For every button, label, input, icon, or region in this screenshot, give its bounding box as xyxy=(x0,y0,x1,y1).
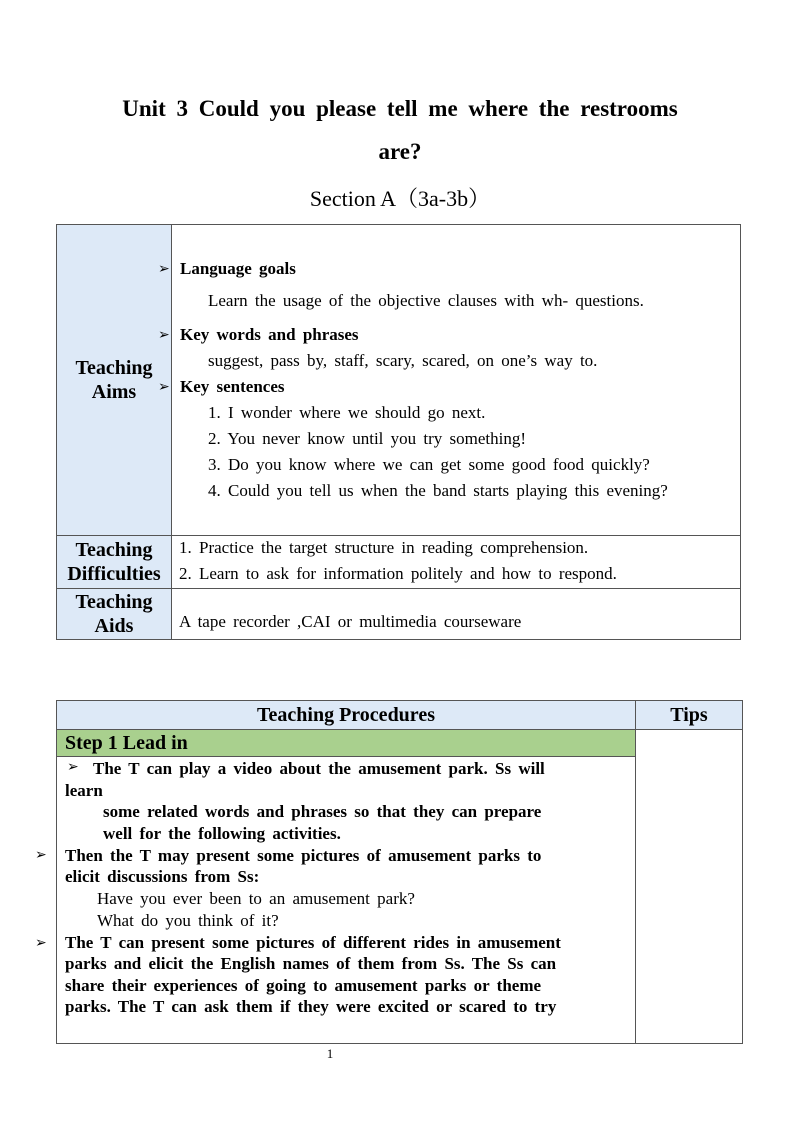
teaching-aids-content xyxy=(172,589,741,640)
tips-cell xyxy=(636,730,743,1044)
aids-text: A tape recorder ,CAI or multimedia courseware xyxy=(179,612,522,631)
procedure-line: parks. The T can ask them if they were excited or scared to try xyxy=(65,997,557,1016)
bullet-arrow-icon: ➢ xyxy=(158,328,170,343)
bullet-arrow-icon: ➢ xyxy=(67,760,79,775)
procedure-line: The T can present some pictures of different rides in amusement xyxy=(65,933,561,952)
procedures-header: Teaching Procedures xyxy=(57,701,636,730)
bullet-arrow-icon: ➢ xyxy=(158,262,170,277)
label-line: Teaching xyxy=(75,591,153,613)
teaching-aims-table xyxy=(56,224,741,640)
tips-header: Tips xyxy=(636,701,743,730)
procedure-line: share their experiences of going to amusement parks or theme xyxy=(65,976,542,995)
label-line: Difficulties xyxy=(67,563,161,585)
procedure-line: well for the following activities. xyxy=(103,824,341,843)
teaching-difficulties-label xyxy=(57,536,172,589)
teaching-procedures-table xyxy=(35,700,743,1044)
step-1-content xyxy=(35,757,636,1044)
difficulty-item: 2. Learn to ask for information politely and how to respond. xyxy=(179,564,617,583)
procedure-line: Then the T may present some pictures of amusement parks to xyxy=(65,846,542,865)
teaching-aims-label xyxy=(57,225,172,536)
procedure-line: elicit discussions from Ss: xyxy=(65,867,260,886)
key-words-text: suggest, pass by, staff, scary, scared, on one’s way to. xyxy=(208,351,598,370)
label-line: Teaching xyxy=(75,357,153,379)
bullet-arrow-icon: ➢ xyxy=(158,380,170,395)
language-goals-title: Language goals xyxy=(180,259,296,278)
page-number: 1 xyxy=(326,1046,334,1061)
teaching-aids-label xyxy=(57,589,172,640)
section-subtitle: Section A（3a-3b） xyxy=(309,186,491,211)
label-line: Aids xyxy=(94,615,134,637)
document-title-continued: are? xyxy=(378,139,422,164)
key-sentence: 1. I wonder where we should go next. xyxy=(208,403,486,422)
teaching-aims-content xyxy=(158,225,741,536)
document-title: Unit 3 Could you please tell me where the restrooms xyxy=(122,96,678,121)
difficulty-item: 1. Practice the target structure in reading comprehension. xyxy=(179,538,589,557)
procedure-line: learn xyxy=(65,781,103,800)
step-1-title: Step 1 Lead in xyxy=(57,730,636,757)
key-sentence: 3. Do you know where we can get some good food quickly? xyxy=(208,455,650,474)
language-goals-text: Learn the usage of the objective clauses with wh- questions. xyxy=(208,291,644,310)
label-line: Aims xyxy=(91,381,137,403)
key-sentence: 2. You never know until you try something! xyxy=(208,429,527,448)
procedure-line: Have you ever been to an amusement park? xyxy=(97,889,415,908)
teaching-difficulties-content xyxy=(172,536,741,589)
procedure-line: some related words and phrases so that they can prepare xyxy=(103,802,542,821)
bullet-arrow-icon: ➢ xyxy=(35,848,47,863)
key-sentences-title: Key sentences xyxy=(180,377,285,396)
procedure-line: What do you think of it? xyxy=(97,911,279,930)
key-words-title: Key words and phrases xyxy=(180,325,359,344)
procedure-line: The T can play a video about the amusement park. Ss will xyxy=(93,759,545,778)
key-sentence: 4. Could you tell us when the band starts playing this evening? xyxy=(208,481,668,500)
bullet-arrow-icon: ➢ xyxy=(35,936,47,951)
procedure-line: parks and elicit the English names of them from Ss. The Ss can xyxy=(65,954,557,973)
label-line: Teaching xyxy=(75,539,153,561)
